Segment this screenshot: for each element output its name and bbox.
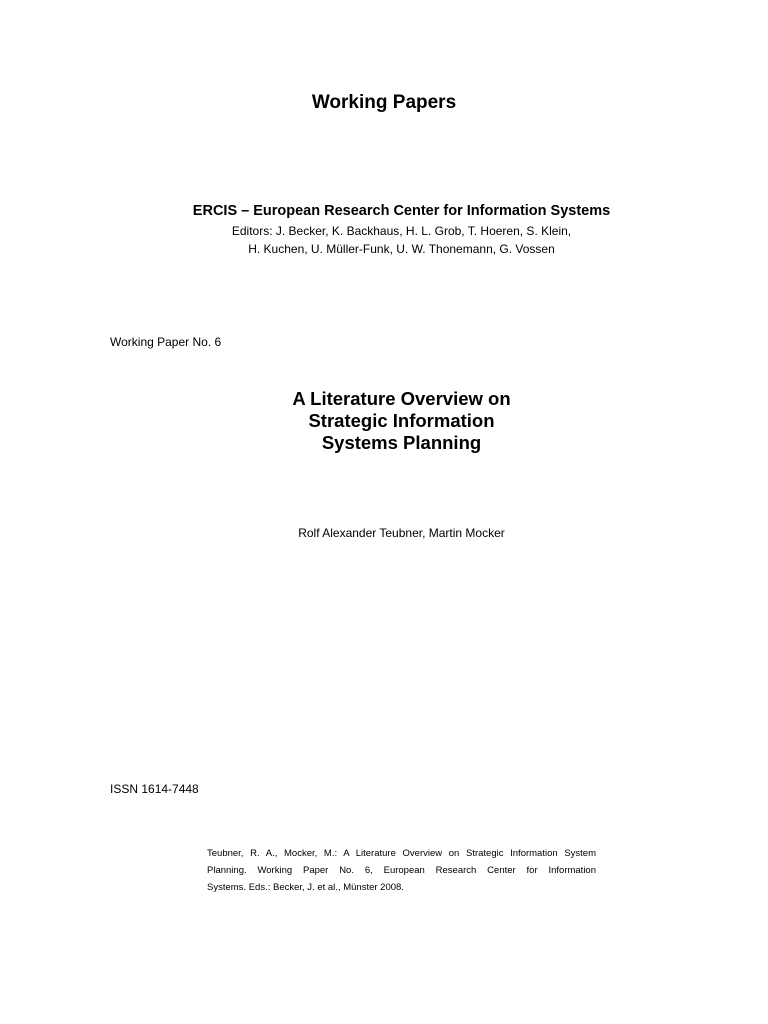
paper-authors: Rolf Alexander Teubner, Martin Mocker (298, 526, 505, 540)
paper-title-line-2: Strategic Information (308, 410, 495, 431)
editors-block (0, 222, 768, 258)
editors-line-1: Editors: J. Becker, K. Backhaus, H. L. Grob, T. Hoeren, S. Klein, (231, 224, 572, 238)
series-title: Working Papers (311, 92, 457, 113)
issn-number: ISSN 1614-7448 (110, 782, 199, 796)
working-paper-number: Working Paper No. 6 (110, 335, 222, 349)
citation-line-1: Teubner, R. A., Mocker, M.: A Literature Overview on Strategic Information System (207, 848, 596, 859)
paper-title (0, 388, 768, 454)
editors-line-2: H. Kuchen, U. Müller-Funk, U. W. Thonemann, G. Vossen (248, 242, 555, 256)
paper-title-line-3: Systems Planning (321, 432, 482, 453)
paper-title-line-1: A Literature Overview on (292, 388, 511, 409)
citation-line-2: Planning. Working Paper No. 6, European Research Center for Information (207, 865, 596, 876)
citation-block (207, 845, 596, 896)
institution-name: ERCIS – European Research Center for Information Systems (192, 203, 611, 219)
citation-line-3: Systems. Eds.: Becker, J. et al., Münster 2008. (207, 882, 404, 893)
